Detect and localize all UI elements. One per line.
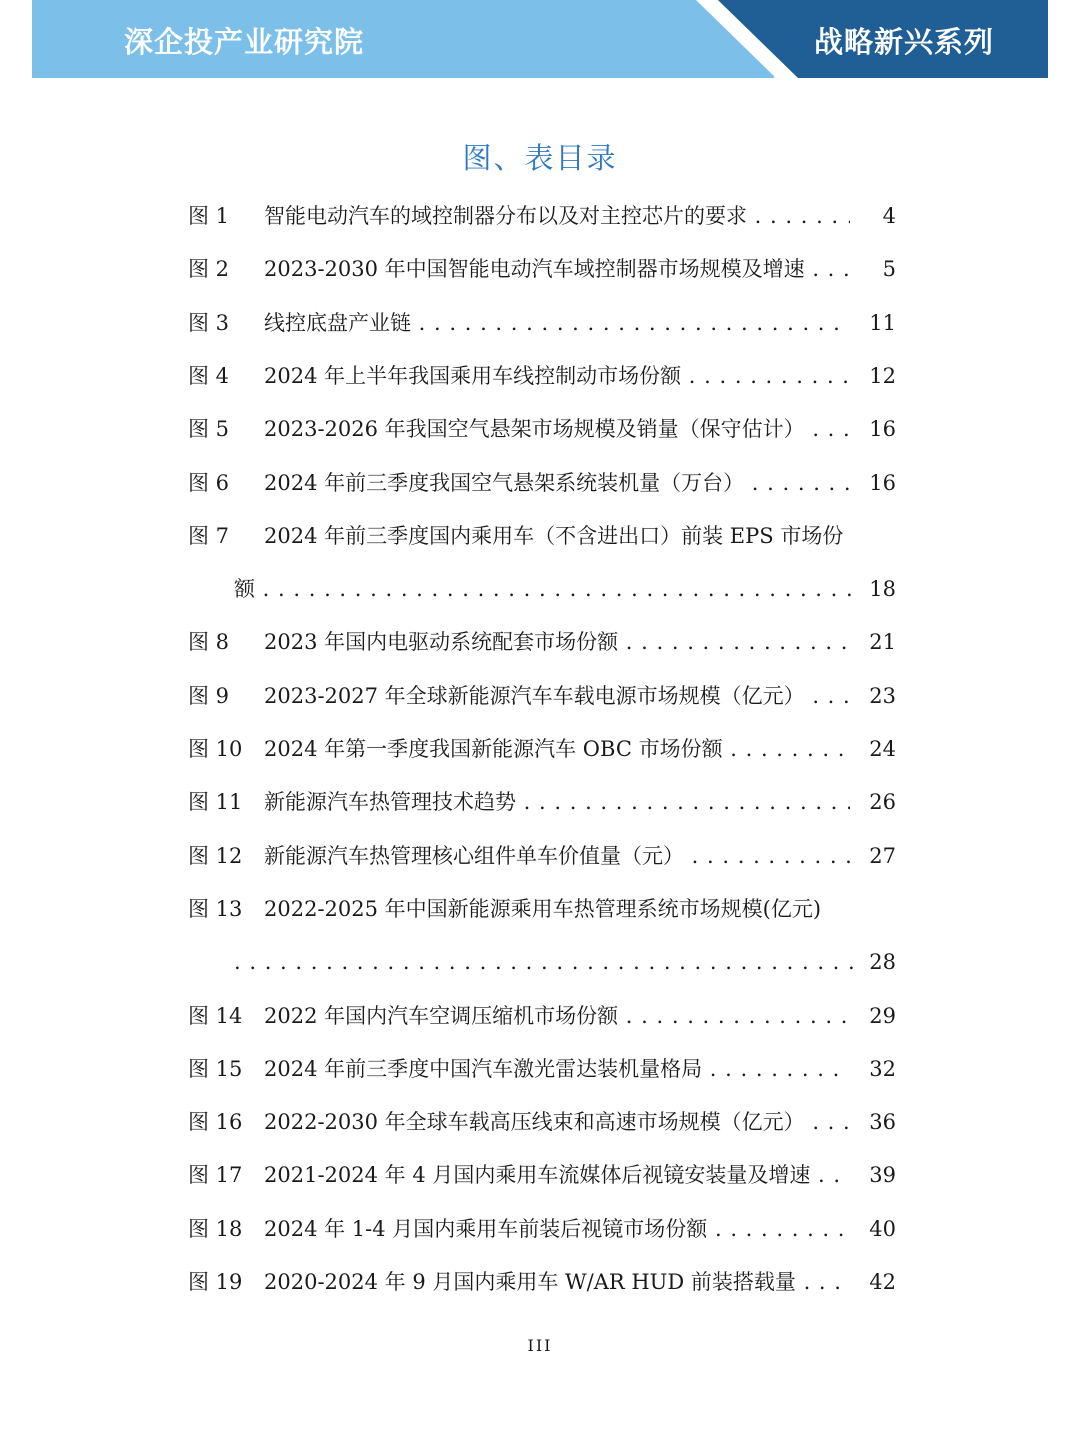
page-number: III — [527, 1336, 553, 1355]
toc-entry[interactable] — [188, 732, 896, 766]
figure-label: 图 16 — [188, 1110, 243, 1134]
toc-entry-continuation[interactable] — [234, 945, 896, 979]
toc-entry[interactable] — [188, 412, 896, 446]
toc-entry[interactable] — [188, 785, 896, 819]
page-ref: 27 — [869, 844, 896, 868]
toc-entry[interactable] — [188, 1052, 896, 1086]
figure-label: 图 10 — [188, 737, 243, 761]
toc-entry[interactable] — [188, 999, 896, 1033]
figure-label: 图 9 — [188, 684, 230, 708]
figure-title: 2024 年第一季度我国新能源汽车 OBC 市场份额 . . . — [264, 732, 850, 766]
toc-entry[interactable] — [188, 839, 896, 873]
page-ref: 23 — [869, 684, 896, 708]
page-ref: 16 — [869, 417, 896, 441]
figure-label: 图 15 — [188, 1057, 243, 1081]
page-ref: 29 — [869, 1004, 896, 1028]
figure-label: 图 4 — [188, 364, 230, 388]
figure-title: 智能电动汽车的域控制器分布以及对主控芯片的要求 . . . — [264, 199, 850, 233]
figure-title: 2024 年前三季度中国汽车激光雷达装机量格局 . . . — [264, 1052, 850, 1086]
figure-title: 2023-2027 年全球新能源汽车车载电源市场规模（亿元） . . . — [264, 679, 850, 713]
toc-title: 图、表目录 — [462, 141, 618, 175]
figure-title-continued — [234, 945, 860, 979]
figure-label: 图 1 — [188, 204, 230, 228]
toc-entry[interactable] — [188, 1105, 896, 1139]
page-ref: 4 — [882, 204, 896, 228]
toc-entry[interactable] — [188, 359, 896, 393]
page-ref: 28 — [869, 950, 896, 974]
figure-title: 2022-2030 年全球车载高压线束和高速市场规模（亿元） . . . — [264, 1105, 850, 1139]
figure-title: 2022 年国内汽车空调压缩机市场份额 . . . — [264, 999, 850, 1033]
toc-entry[interactable] — [188, 1158, 896, 1192]
toc-entry[interactable] — [188, 519, 896, 553]
toc-entry[interactable] — [188, 466, 896, 500]
figure-title-continued: 额 . . . — [234, 572, 860, 606]
figure-label: 图 6 — [188, 471, 230, 495]
institute-name: 深企投产业研究院 — [124, 25, 365, 59]
page-ref: 32 — [869, 1057, 896, 1081]
page-ref: 42 — [869, 1270, 896, 1294]
figure-title: 2023-2026 年我国空气悬架市场规模及销量（保守估计） . . . — [264, 412, 850, 446]
toc-entry[interactable] — [188, 199, 896, 233]
figure-label: 图 12 — [188, 844, 243, 868]
toc-entry[interactable] — [188, 679, 896, 713]
figure-label: 图 2 — [188, 257, 230, 281]
figure-label: 图 7 — [188, 524, 230, 548]
figure-title: 2023-2030 年中国智能电动汽车域控制器市场规模及增速 . . . — [264, 252, 850, 286]
figure-label: 图 8 — [188, 630, 230, 654]
page-ref: 39 — [869, 1163, 896, 1187]
page-ref: 18 — [869, 577, 896, 601]
figure-label: 图 14 — [188, 1004, 243, 1028]
figure-title: 2020-2024 年 9 月国内乘用车 W/AR HUD 前装搭载量 . . . — [264, 1265, 850, 1299]
figure-title: 新能源汽车热管理技术趋势 . . . — [264, 785, 850, 819]
figure-label: 图 11 — [188, 790, 243, 814]
figure-title: 2024 年上半年我国乘用车线控制动市场份额 . . . — [264, 359, 850, 393]
figure-label: 图 3 — [188, 311, 230, 335]
figure-label: 图 19 — [188, 1270, 243, 1294]
header-banner — [32, 0, 1048, 78]
figure-title: 2024 年 1-4 月国内乘用车前装后视镜市场份额 . . . — [264, 1212, 850, 1246]
toc-entry[interactable] — [188, 1265, 896, 1299]
page-ref: 21 — [869, 630, 896, 654]
figure-title: 2021-2024 年 4 月国内乘用车流媒体后视镜安装量及增速 . . . — [264, 1158, 850, 1192]
toc-entry-continuation[interactable] — [234, 572, 896, 606]
figure-label: 图 17 — [188, 1163, 243, 1187]
figure-label: 图 13 — [188, 897, 243, 921]
toc-entry[interactable] — [188, 1212, 896, 1246]
page-ref: 5 — [882, 257, 896, 281]
toc-entry[interactable] — [188, 625, 896, 659]
toc-entry[interactable] — [188, 892, 896, 926]
toc-entry[interactable] — [188, 252, 896, 286]
page-ref: 11 — [869, 311, 896, 335]
figure-label: 图 5 — [188, 417, 230, 441]
toc-entry[interactable] — [188, 306, 896, 340]
page-ref: 40 — [869, 1217, 896, 1241]
figure-title: 线控底盘产业链 . . . — [264, 306, 850, 340]
page-ref: 36 — [869, 1110, 896, 1134]
figure-title: 新能源汽车热管理核心组件单车价值量（元） . . . — [264, 839, 850, 873]
figure-title: 2023 年国内电驱动系统配套市场份额 . . . — [264, 625, 850, 659]
page-ref: 12 — [869, 364, 896, 388]
page-ref: 26 — [869, 790, 896, 814]
figure-title: 2024 年前三季度国内乘用车（不含进出口）前装 EPS 市场份 — [264, 524, 844, 548]
figure-title: 2022-2025 年中国新能源乘用车热管理系统市场规模(亿元) — [264, 897, 822, 921]
figure-label: 图 18 — [188, 1217, 243, 1241]
figure-title: 2024 年前三季度我国空气悬架系统装机量（万台） . . . — [264, 466, 850, 500]
page-ref: 16 — [869, 471, 896, 495]
page-ref: 24 — [869, 737, 896, 761]
series-name: 战略新兴系列 — [813, 25, 994, 59]
